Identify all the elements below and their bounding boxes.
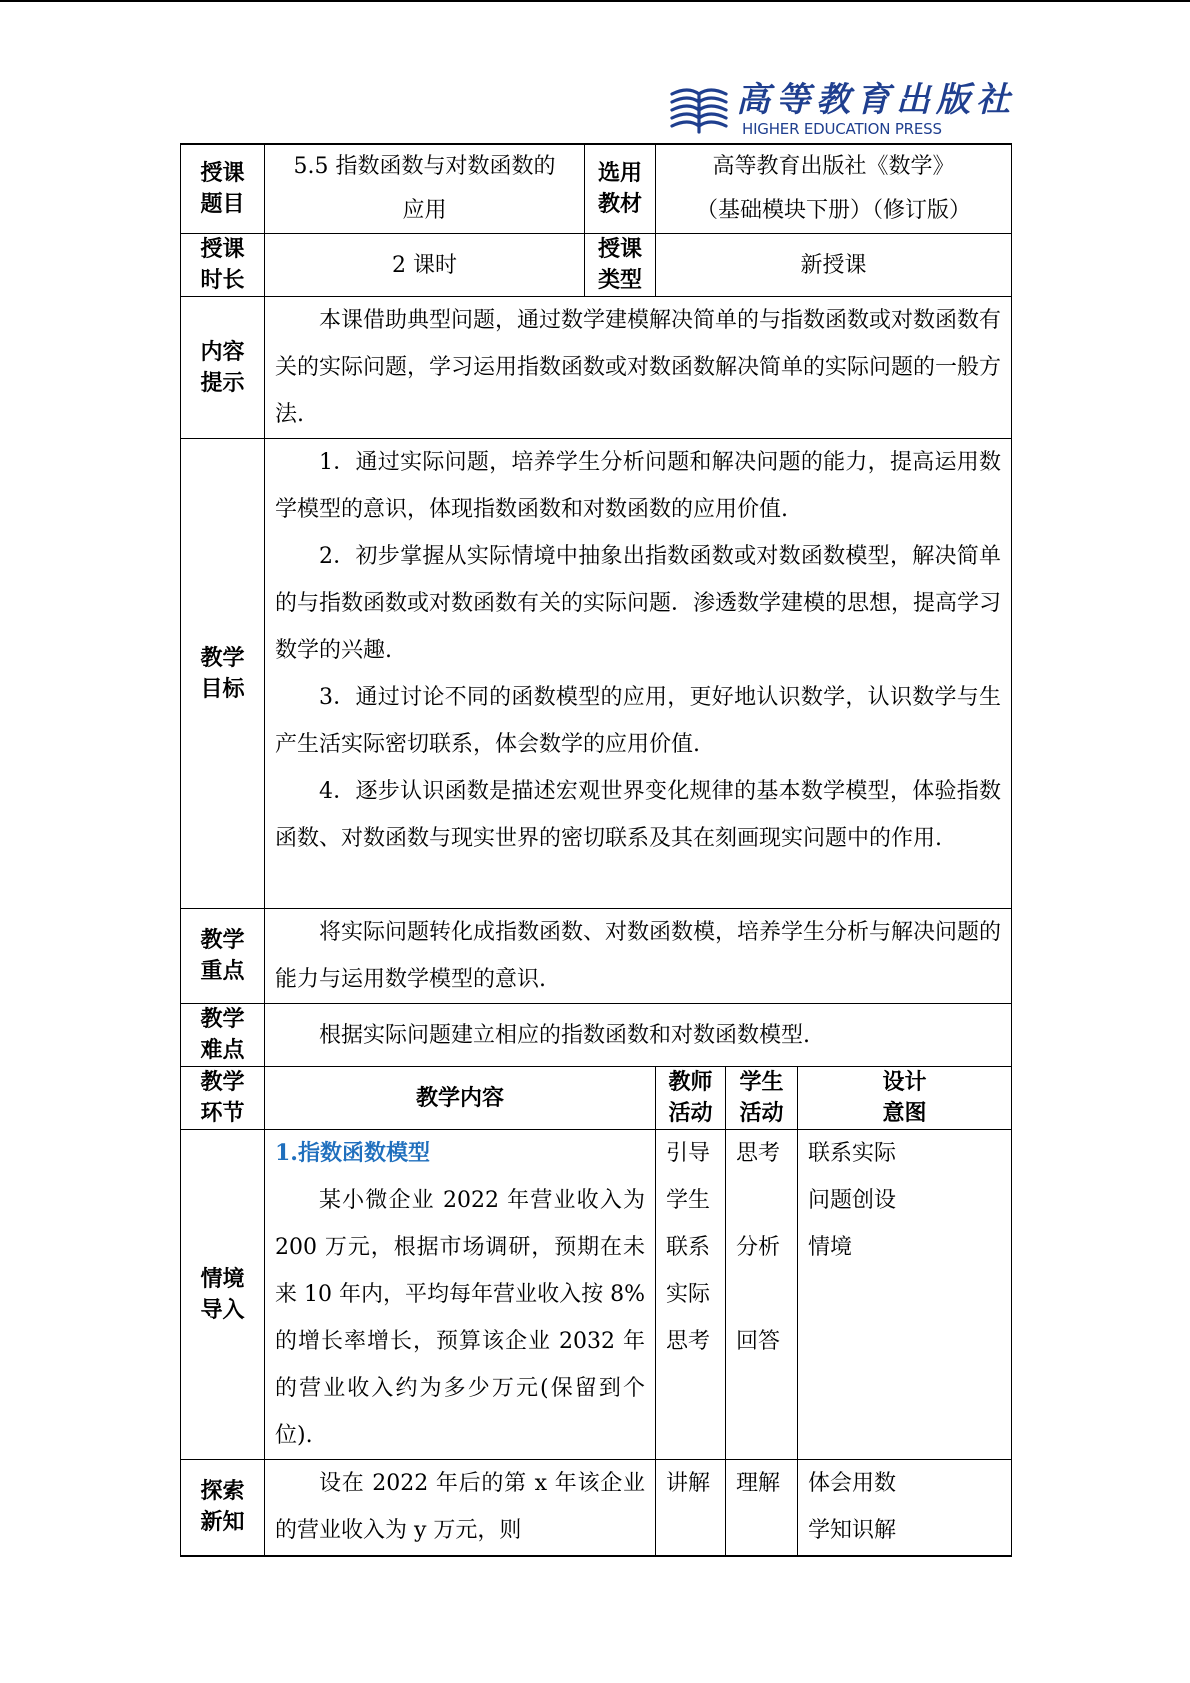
objectives-list [265,439,1012,909]
student-activity: 思考 分析 回答 [726,1130,798,1460]
textbook-label: 选用 教材 [585,144,656,234]
publisher-logo [668,80,1016,142]
section-title: 1.指数函数模型 [275,1140,430,1166]
teacher-activity: 讲解 [656,1460,726,1556]
col-header-student: 学生 活动 [726,1067,798,1130]
col-header-teacher: 教师 活动 [656,1067,726,1130]
row-key-points [181,909,1012,1004]
row-difficulties [181,1004,1012,1067]
topic-value: 5.5 指数函数与对数函数的 应用 [265,144,585,234]
book-logo-icon [668,84,730,136]
design-intent: 联系实际 问题创设 情境 [798,1130,1012,1460]
teacher-activity: 引导 学生 联系 实际 思考 [656,1130,726,1460]
col-header-stage: 教学 环节 [181,1067,265,1130]
objective-item: 3．通过讨论不同的函数模型的应用，更好地认识数学，认识数学与生产生活实际密切联系，体会数学的应用价值. [275,685,1002,757]
row-topic [181,144,1012,234]
objective-item: 1．通过实际问题，培养学生分析问题和解决问题的能力，提高运用数学模型的意识，体现指数函数和对数函数的应用价值. [275,450,1002,522]
lesson-plan-table [180,143,1012,1557]
content-hint-label: 内容 提示 [181,297,265,439]
publisher-name-en: HIGHER EDUCATION PRESS [742,120,942,138]
topic-label: 授课 题目 [181,144,265,234]
row-content-hint [181,297,1012,439]
objective-item: 2．初步掌握从实际情境中抽象出指数函数或对数函数模型，解决简单的与指数函数或对数函数有关的实际问题．渗透数学建模的思想，提高学习数学的兴趣. [275,544,1002,663]
table-row [181,1130,1012,1460]
key-points-label: 教学 重点 [181,909,265,1004]
textbook-value: 高等教育出版社《数学》 （基础模块下册）（修订版） [656,144,1012,234]
type-value: 新授课 [656,234,1012,297]
duration-label: 授课 时长 [181,234,265,297]
objectives-label: 教学 目标 [181,439,265,909]
stage-content [265,1460,656,1556]
col-header-content: 教学内容 [265,1067,656,1130]
design-intent: 体会用数 学知识解 [798,1460,1012,1556]
stage-label: 情境 导入 [181,1130,265,1460]
row-duration [181,234,1012,297]
difficulties-label: 教学 难点 [181,1004,265,1067]
student-activity: 理解 [726,1460,798,1556]
stage-content [265,1130,656,1460]
top-rule [0,0,1190,2]
table-row [181,1460,1012,1556]
col-header-intent: 设计 意图 [798,1067,1012,1130]
content-hint-text: 本课借助典型问题，通过数学建模解决简单的与指数函数或对数函数有关的实际问题，学习运用指数函数或对数函数解决简单的实际问题的一般方法. [265,297,1012,439]
row-column-headers [181,1067,1012,1130]
explore-text: 设在 2022 年后的第 x 年该企业的营业收入为 y 万元，则 [275,1471,645,1543]
stage-label: 探索 新知 [181,1460,265,1556]
publisher-name-cn: 高等教育出版社 [736,80,1016,120]
problem-text: 某小微企业 2022 年营业收入为 200 万元，根据市场调研，预期在未来 10 年内，平均每年营业收入按 8%的增长率增长，预算该企业 2032 年的营业收入约为多少万元(保留到个位). [275,1188,645,1448]
objective-item: 4．逐步认识函数是描述宏观世界变化规律的基本数学模型，体验指数函数、对数函数与现实世界的密切联系及其在刻画现实问题中的作用. [275,779,1002,851]
row-objectives [181,439,1012,909]
duration-value: 2 课时 [265,234,585,297]
type-label: 授课 类型 [585,234,656,297]
key-points-text: 将实际问题转化成指数函数、对数函数模，培养学生分析与解决问题的能力与运用数学模型的意识. [265,909,1012,1004]
difficulties-text: 根据实际问题建立相应的指数函数和对数函数模型. [265,1004,1012,1067]
